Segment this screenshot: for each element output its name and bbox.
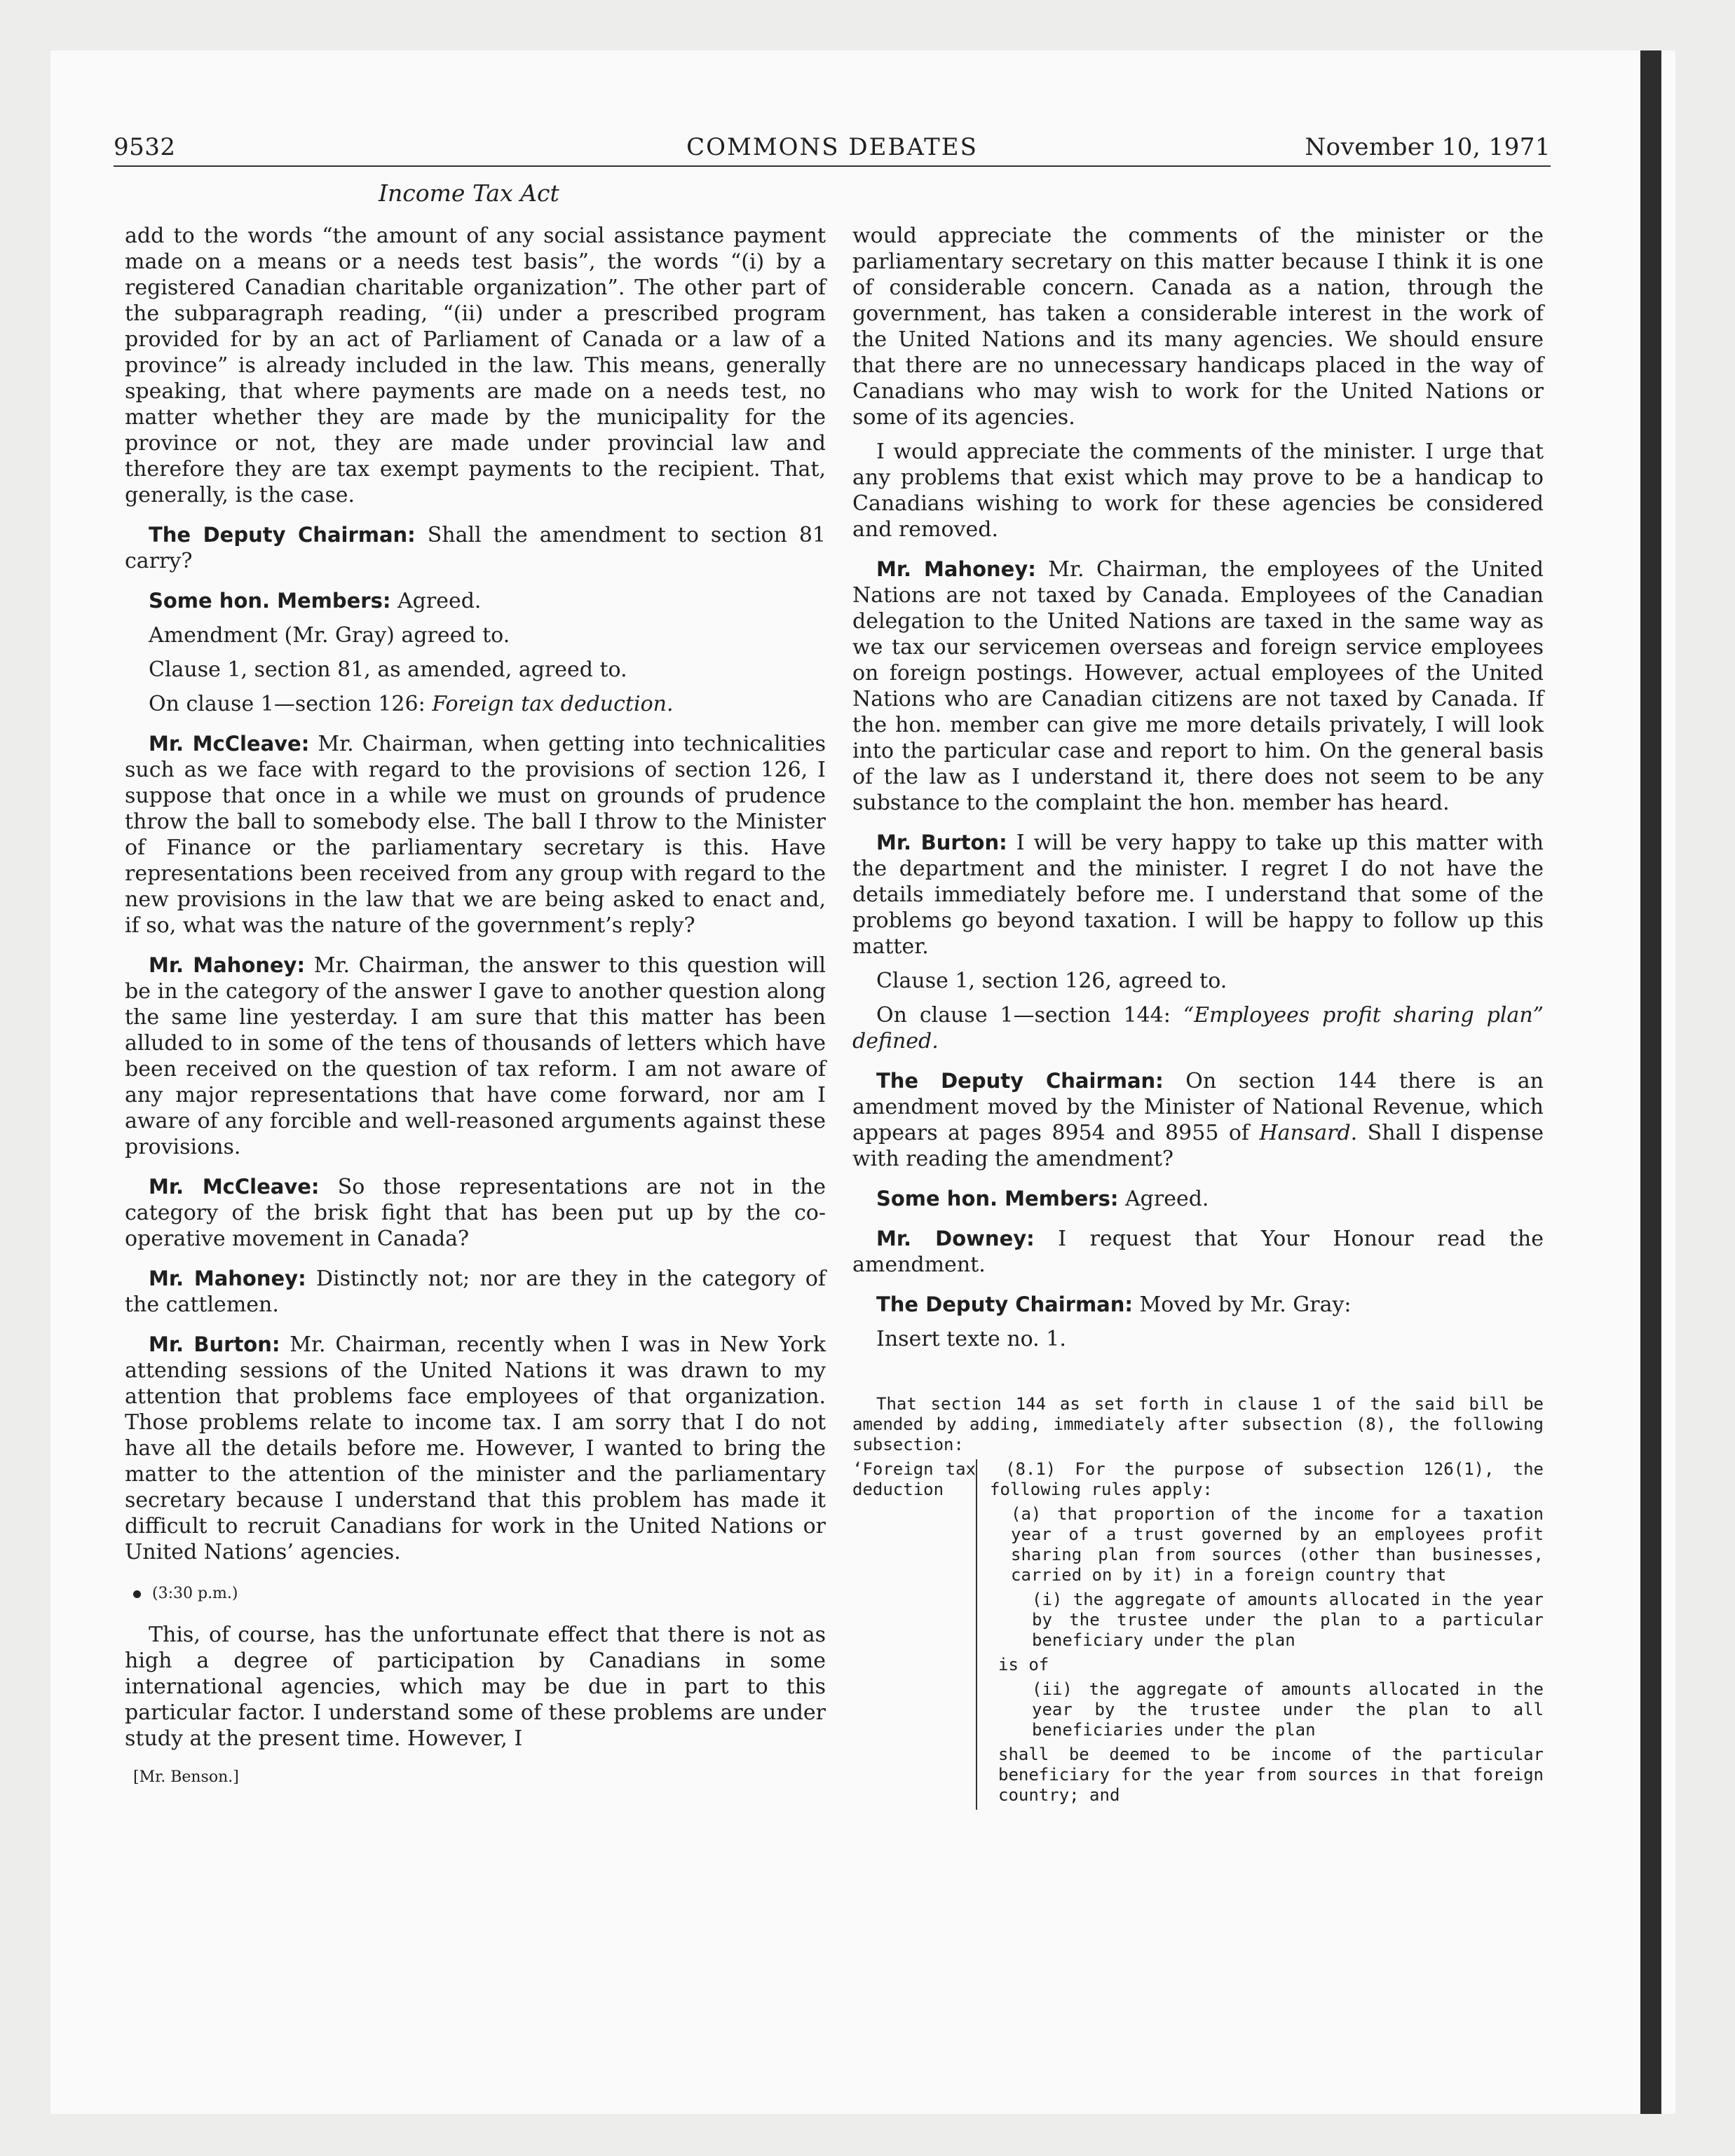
proceeding: Clause 1, section 126, agreed to. — [876, 969, 1227, 993]
paragraph: I would appreciate the comments of the minister. I urge that any problems that exist which may prove to be a handicap to Canadians wishing to work for these agencies be considered and removed. — [852, 439, 1544, 542]
subparagraph-i: (i) the aggregate of amounts allocated in the year by the trustee under the plan to a particular beneficiary under the plan — [1032, 1590, 1544, 1650]
subsection-8-1: (8.1) For the purpose of subsection 126(1), the following rules apply: — [990, 1459, 1544, 1499]
speech: Some hon. Members: Agreed. — [876, 1187, 1209, 1211]
proceeding: Clause 1, section 81, as amended, agreed to. — [149, 657, 627, 682]
running-head: Income Tax Act — [379, 179, 559, 207]
is-of-text: is of — [998, 1655, 1049, 1674]
speech: Mr. Mahoney: Mr. Chairman, the answer to this question will be in the category of the answer I gave to another question along the same line yesterday. I am sure that this matter has been alluded to in some of the tens of thousands of letters which have been received on the question of tax reform. I am not aware of any major representations that have come forward, nor am I aware of any forcible and well-reasoned arguments against these provisions. — [125, 953, 826, 1159]
speech: Mr. Downey: I request that Your Honour read the amendment. — [852, 1227, 1544, 1277]
motion-body — [852, 1459, 1544, 1810]
margin-note: ‘Foreign tax deduction — [852, 1459, 976, 1499]
speech: Some hon. Members: Agreed. — [149, 589, 482, 613]
motion-intro: That section 144 as set forth in clause 1 of the said bill be amended by adding, immediately after subsection (8), the following subsection: — [852, 1394, 1544, 1454]
page-date: November 10, 1971 — [1305, 133, 1551, 161]
speaker-credit: [Mr. Benson.] — [133, 1768, 239, 1786]
speaker: The Deputy Chairman: — [876, 1069, 1164, 1093]
speaker: Some hon. Members: — [876, 1187, 1119, 1210]
proceeding: On clause 1—section 126: Foreign tax deduction. — [149, 692, 674, 716]
bullet-icon — [133, 1590, 141, 1598]
speech: Mr. Burton: I will be very happy to take up this matter with the department and the minister. I regret I do not have the details immediately before me. I understand that some of the problems go beyond taxation. I will be happy to follow up this matter. — [852, 831, 1544, 959]
closing-clause: shall be deemed to be income of the particular beneficiary for the year from sources in that foreign country; and — [998, 1745, 1544, 1805]
page-number: 9532 — [114, 133, 176, 161]
speaker: Mr. Mahoney: — [149, 953, 306, 977]
speech: Mr. Burton: Mr. Chairman, recently when I was in New York attending sessions of the United Nations it was drawn to my attention that problems face employees of that organization. Those problems relate to income tax. I am sorry that I do not have all the details before me. However, I wanted to bring the matter to the attention of the minister and the parliamentary secretary because I understand that this problem has made it difficult to recruit Canadians for work in the United Nations or United Nations’ agencies. — [125, 1332, 826, 1564]
speaker: Mr. Mahoney: — [876, 557, 1036, 581]
paragraph: add to the words “the amount of any social assistance payment made on a means or a needs test basis”, the words “(i) by a registered Canadian charitable organization”. The other part of the subparagraph reading, “(ii) under a prescribed program provided for by an act of Parliament of Canada or a law of a province” is already included in the law. This means, generally speaking, that where payments are made on a needs test, no matter whether they are made by the municipality for the province or not, they are made under provincial law and therefore they are tax exempt payments to the recipient. That, generally, is the case. — [125, 224, 826, 507]
paragraph: This, of course, has the unfortunate effect that there is not as high a degree of participation by Canadians in some international agencies, which may be due in part to this particular factor. I understand some of these problems are under study at the present time. However, I — [125, 1623, 826, 1751]
speech: Mr. McCleave: Mr. Chairman, when getting into technicalities such as we face with regard to the provisions of section 126, I suppose that once in a while we must on grounds of prudence throw the ball to somebody else. The ball I throw to the Minister of Finance or the parliamentary secretary is this. Have representations been received from any group with regard to the new provisions in the law that we are being asked to enact and, if so, what was the nature of the government’s reply? — [125, 732, 826, 938]
speaker: Mr. Burton: — [149, 1332, 280, 1356]
speech: The Deputy Chairman: Shall the amendment to section 81 carry? — [125, 523, 826, 573]
speaker: Some hon. Members: — [149, 589, 391, 613]
speech: Mr. McCleave: So those representations are not in the category of the brisk fight that has been put up by the co-operative movement in Canada? — [125, 1175, 826, 1251]
motion-text — [852, 1394, 1544, 1810]
speaker: Mr. McCleave: — [149, 1175, 320, 1199]
subparagraph-ii: (ii) the aggregate of amounts allocated in the year by the trustee under the plan to all beneficiaries under the plan — [1032, 1679, 1544, 1740]
speech: Mr. Mahoney: Distinctly not; nor are they in the category of the cattlemen. — [125, 1267, 826, 1317]
page-header — [114, 133, 1551, 167]
subsection-text — [976, 1459, 1544, 1810]
speech: Mr. Mahoney: Mr. Chairman, the employees of the United Nations are not taxed by Canada. Employees of the Canadian delegation to the United Nations are taxed in the same way as we tax our servicemen overseas and foreign service employees on foreign postings. However, actual employees of the United Nations who are Canadian citizens are not taxed by Canada. If the hon. member can give me more details privately, I will look into the particular case and report to him. On the general basis of the law as I understand it, there does not seem to be any substance to the complaint the hon. member has heard. — [852, 557, 1544, 815]
speech: The Deputy Chairman: Moved by Mr. Gray: — [876, 1292, 1352, 1317]
proceeding: Amendment (Mr. Gray) agreed to. — [149, 623, 510, 648]
speaker: Mr. McCleave: — [149, 732, 310, 756]
paragraph-a: (a) that proportion of the income for a taxation year of a trust governed by an employees profit sharing plan from sources (other than businesses, carried on by it) in a foreign country that — [1011, 1504, 1544, 1585]
publication-title: COMMONS DEBATES — [686, 133, 978, 161]
speaker: The Deputy Chairman: — [149, 523, 416, 547]
binding-edge — [1640, 50, 1661, 2114]
speaker: The Deputy Chairman: — [876, 1292, 1133, 1316]
speaker: Mr. Mahoney: — [149, 1267, 306, 1290]
proceeding: Insert texte no. 1. — [876, 1327, 1066, 1351]
speaker: Mr. Burton: — [876, 831, 1007, 854]
speaker: Mr. Downey: — [876, 1227, 1035, 1250]
time-stamp: (3:30 p.m.) — [133, 1581, 826, 1606]
speech: The Deputy Chairman: On section 144 there is an amendment moved by the Minister of National Revenue, which appears at pages 8954 and 8955 of Hansard. Shall I dispense with reading the amendment? — [852, 1069, 1544, 1171]
left-column — [125, 223, 826, 1790]
right-column — [852, 223, 1544, 1810]
paragraph: would appreciate the comments of the minister or the parliamentary secretary on this matter because I think it is one of considerable concern. Canada as a nation, through the government, has taken a considerable interest in the work of the United Nations and its many agencies. We should ensure that there are no unnecessary handicaps placed in the way of Canadians who may wish to work for the United Nations or some of its agencies. — [852, 224, 1544, 430]
proceeding: On clause 1—section 144: “Employees profit sharing plan” defined. — [852, 1003, 1544, 1053]
